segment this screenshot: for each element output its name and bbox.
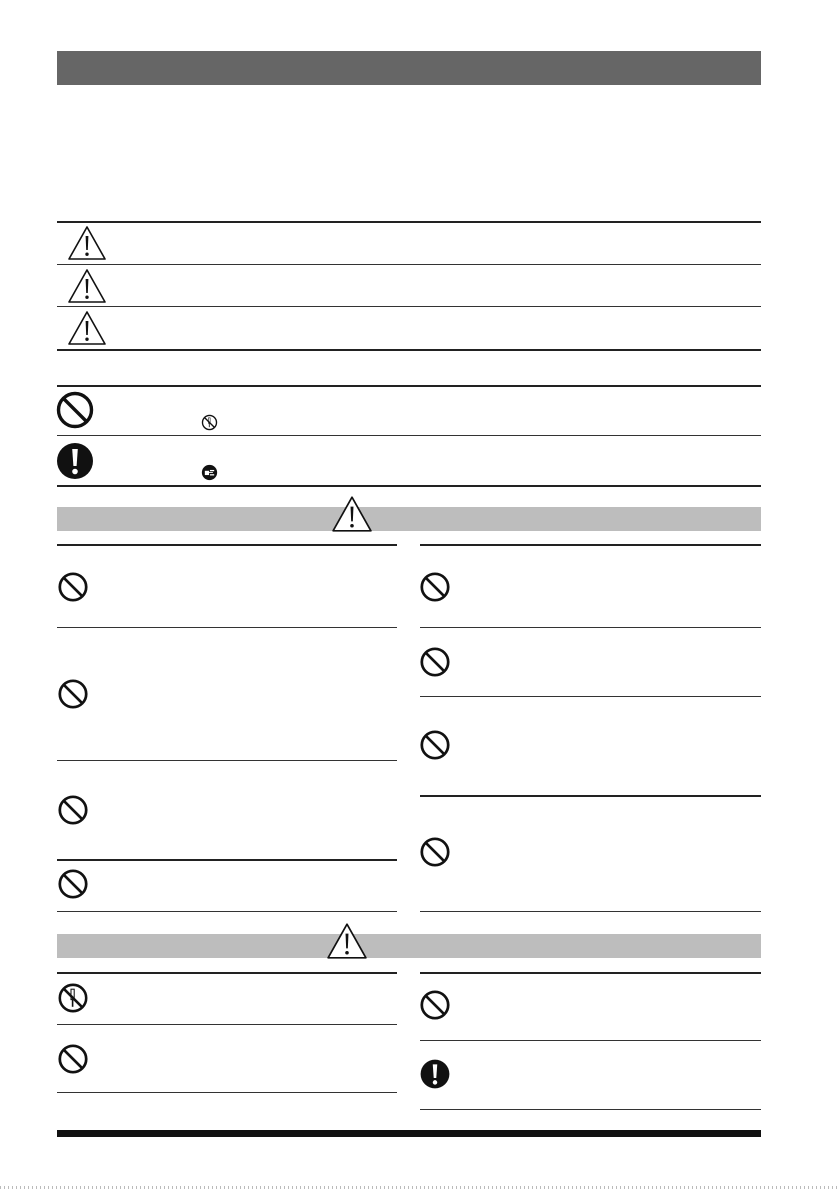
prohibition-icon: [57, 868, 89, 900]
item-rule: [57, 544, 397, 546]
footer-bar: [57, 1130, 761, 1137]
item-rule: [420, 627, 761, 628]
prohibition-icon: [57, 1043, 89, 1075]
item-rule: [57, 760, 397, 761]
section-heading-bar: [57, 934, 761, 958]
prohibition-icon: [419, 989, 451, 1021]
prohibition-icon: [57, 571, 89, 603]
mandatory-icon: [55, 441, 95, 481]
item-rule: [420, 696, 761, 697]
item-rule: [420, 911, 761, 912]
no-disassembly-icon: [57, 982, 89, 1014]
item-rule: [57, 972, 397, 974]
warning-triangle-icon: [67, 310, 107, 346]
prohibition-icon: [55, 390, 95, 430]
item-rule: [420, 1109, 761, 1110]
warning-triangle-icon: [331, 495, 373, 533]
symbol-rule: [57, 435, 761, 436]
warning-triangle-icon: [67, 225, 107, 261]
item-rule: [420, 1040, 761, 1041]
section-heading-bar: [57, 507, 761, 531]
page-edge-dots: [0, 1186, 840, 1189]
legend-rule: [57, 264, 761, 265]
no-disassembly-icon: [201, 414, 218, 431]
warning-triangle-icon: [326, 922, 368, 960]
item-rule: [420, 544, 761, 546]
page-title: [57, 51, 58, 52]
legend-rule: [57, 306, 761, 307]
header-bar: [57, 51, 761, 85]
warning-triangle-icon: [67, 268, 107, 304]
item-rule: [57, 1024, 397, 1025]
mandatory-icon: [419, 1058, 451, 1090]
item-rule: [420, 972, 761, 974]
item-rule: [57, 1092, 397, 1093]
legend-rule: [57, 349, 761, 351]
item-rule: [57, 859, 397, 861]
prohibition-icon: [419, 571, 451, 603]
prohibition-icon: [57, 678, 89, 710]
legend-rule: [57, 221, 761, 223]
symbol-rule: [57, 385, 761, 387]
item-rule: [420, 795, 761, 797]
prohibition-icon: [419, 729, 451, 761]
item-rule: [57, 911, 397, 912]
prohibition-icon: [57, 794, 89, 826]
unplug-icon: [201, 464, 218, 481]
item-rule: [57, 627, 397, 628]
prohibition-icon: [419, 646, 451, 678]
symbol-rule: [57, 485, 761, 487]
prohibition-icon: [419, 836, 451, 868]
